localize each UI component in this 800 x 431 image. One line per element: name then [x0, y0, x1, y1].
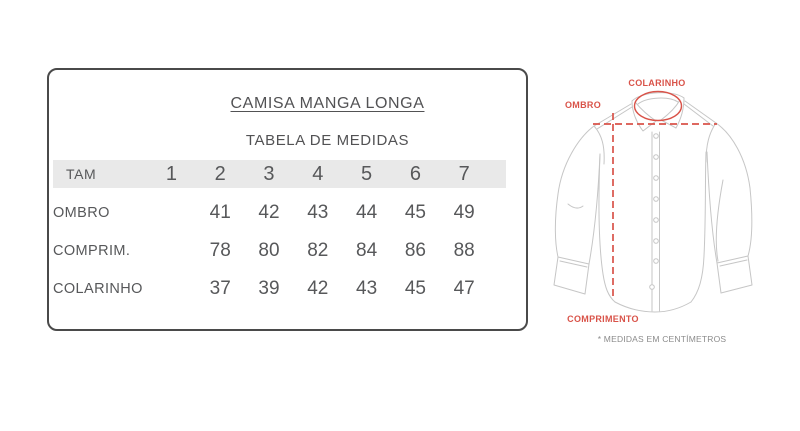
measure-value-cell: 42	[307, 278, 329, 299]
size-header-cell: 6	[409, 162, 421, 185]
measure-value-cell: 45	[404, 202, 426, 223]
measurements-card	[47, 68, 528, 331]
measure-value-cell: 39	[258, 278, 280, 299]
shirt-illustration	[548, 88, 760, 320]
size-header-cell: 1	[165, 162, 177, 185]
card-title-wrap	[129, 95, 526, 113]
measure-value-cell: 43	[356, 278, 378, 299]
measure-value-cell: 47	[453, 278, 475, 299]
row-label: COLARINHO	[53, 281, 143, 297]
measure-value-cell: 78	[209, 240, 231, 261]
row-label: OMBRO	[53, 205, 110, 221]
shoulder-label: OMBRO	[565, 100, 601, 110]
card-title: CAMISA MANGA LONGA	[230, 95, 425, 112]
row-label: COMPRIM.	[53, 243, 131, 259]
table-row-ombro	[53, 194, 506, 232]
collar-measure-ellipse	[635, 92, 682, 121]
measure-value-cell: 41	[209, 202, 231, 223]
measure-value-cell: 88	[453, 240, 475, 261]
measurements-table	[53, 160, 506, 308]
table-body	[53, 194, 506, 308]
measure-value-cell: 49	[453, 202, 475, 223]
table-header-tam: TAM	[66, 166, 97, 182]
card-subtitle-wrap	[129, 132, 526, 150]
size-header-cell: 4	[312, 162, 324, 185]
units-note: * MEDIDAS EM CENTÍMETROS	[597, 334, 727, 344]
table-row-comprim	[53, 232, 506, 270]
size-header-cell: 3	[263, 162, 275, 185]
size-header-cell: 2	[214, 162, 226, 185]
measure-value-cell: 84	[356, 240, 378, 261]
size-header-cell: 5	[361, 162, 373, 185]
measure-value-cell: 45	[404, 278, 426, 299]
table-row-colarinho	[53, 270, 506, 308]
measure-value-cell: 44	[356, 202, 378, 223]
measure-value-cell: 42	[258, 202, 280, 223]
card-subtitle: TABELA DE MEDIDAS	[245, 132, 410, 149]
collar-label: COLARINHO	[628, 78, 686, 88]
length-label: COMPRIMENTO	[567, 314, 639, 324]
shirt-outline	[554, 93, 752, 312]
size-header-cell: 7	[458, 162, 470, 185]
measure-value-cell: 43	[307, 202, 329, 223]
measure-value-cell: 37	[209, 278, 231, 299]
measure-value-cell: 86	[404, 240, 426, 261]
table-header-row	[53, 160, 506, 188]
measure-value-cell: 82	[307, 240, 329, 261]
measure-value-cell: 80	[258, 240, 280, 261]
